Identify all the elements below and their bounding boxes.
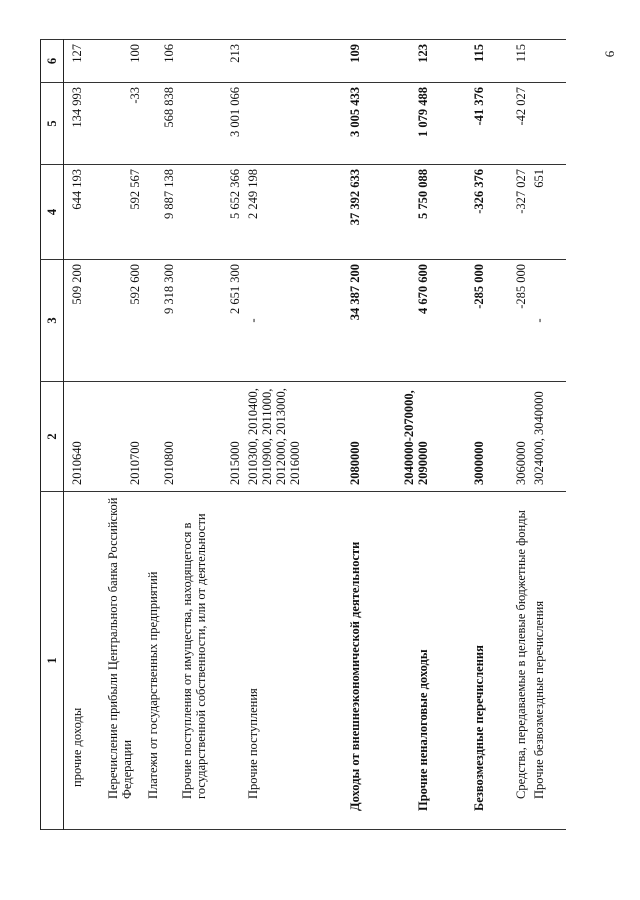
row-plan: - <box>532 260 566 382</box>
row-code: 2010800 <box>146 382 180 492</box>
budget-revenue-table <box>40 39 566 830</box>
column-header: 1 <box>41 492 64 830</box>
row-actual: -326 376 <box>434 165 490 260</box>
row-percent: 213 <box>180 40 246 83</box>
row-name: Безвозмездные перечисления <box>434 492 490 830</box>
column-header: 6 <box>41 40 64 83</box>
row-percent: 115 <box>490 40 532 83</box>
row-code: 2010640 <box>64 382 107 492</box>
column-header: 5 <box>41 83 64 165</box>
row-percent: 109 <box>324 40 366 83</box>
row-deviation: 3 001 066 <box>180 83 246 165</box>
row-code: 2010700 <box>106 382 146 492</box>
table-row <box>532 40 566 830</box>
budget-table-page <box>40 40 600 830</box>
row-code: 2080000 <box>324 382 366 492</box>
row-deviation: -33 <box>106 83 146 165</box>
row-plan: -285 000 <box>490 260 532 382</box>
row-deviation: 1 079 488 <box>366 83 434 165</box>
table-row <box>64 40 107 830</box>
row-name: Прочие поступления <box>246 492 324 830</box>
row-code: 3024000, 3040000 <box>532 382 566 492</box>
table-row <box>324 40 366 830</box>
table-row <box>434 40 490 830</box>
row-plan: - <box>246 260 324 382</box>
row-plan: 592 600 <box>106 260 146 382</box>
row-actual: 592 567 <box>106 165 146 260</box>
row-code: 2010300, 2010400, 2010900, 2011000, 2012000, 2013000, 2016000 <box>246 382 324 492</box>
row-actual: 5 652 366 <box>180 165 246 260</box>
row-plan: 34 387 200 <box>324 260 366 382</box>
row-plan: 4 670 600 <box>366 260 434 382</box>
row-deviation: -41 376 <box>434 83 490 165</box>
row-code: 3060000 <box>490 382 532 492</box>
row-deviation <box>532 83 566 165</box>
page-number: 6 <box>602 50 617 58</box>
table-row <box>106 40 146 830</box>
table-row <box>180 40 246 830</box>
row-name: Платежи от государственных предприятий <box>146 492 180 830</box>
row-percent: 123 <box>366 40 434 83</box>
row-deviation: 3 005 433 <box>324 83 366 165</box>
column-header: 4 <box>41 165 64 260</box>
row-deviation: 568 838 <box>146 83 180 165</box>
row-code: 2040000-2070000, 2090000 <box>366 382 434 492</box>
table-header-row <box>41 40 64 830</box>
row-actual: 651 <box>532 165 566 260</box>
row-percent: 127 <box>64 40 107 83</box>
table-row <box>146 40 180 830</box>
row-name: Доходы от внешнеэкономической деятельности <box>324 492 366 830</box>
row-percent: 100 <box>106 40 146 83</box>
table-row <box>490 40 532 830</box>
row-name: прочие доходы <box>64 492 107 830</box>
row-deviation: -42 027 <box>490 83 532 165</box>
row-deviation: 134 993 <box>64 83 107 165</box>
row-percent: 106 <box>146 40 180 83</box>
row-plan: 2 651 300 <box>180 260 246 382</box>
row-code: 3000000 <box>434 382 490 492</box>
row-actual: 644 193 <box>64 165 107 260</box>
row-percent: 115 <box>434 40 490 83</box>
row-actual: -327 027 <box>490 165 532 260</box>
row-deviation <box>246 83 324 165</box>
row-code: 2015000 <box>180 382 246 492</box>
table-row <box>366 40 434 830</box>
row-plan: 9 318 300 <box>146 260 180 382</box>
column-header: 2 <box>41 382 64 492</box>
row-plan: -285 000 <box>434 260 490 382</box>
row-actual: 9 887 138 <box>146 165 180 260</box>
row-actual: 5 750 088 <box>366 165 434 260</box>
row-actual: 37 392 633 <box>324 165 366 260</box>
row-name: Прочие поступления от имущества, находящегося в государственной собственности, или от деятельности <box>180 492 246 830</box>
row-percent <box>246 40 324 83</box>
row-name: Прочие безвозмездные перечисления <box>532 492 566 830</box>
row-percent <box>532 40 566 83</box>
row-name: Средства, передаваемые в целевые бюджетные фонды <box>490 492 532 830</box>
row-plan: 509 200 <box>64 260 107 382</box>
row-actual: 2 249 198 <box>246 165 324 260</box>
table-row <box>246 40 324 830</box>
row-name: Перечисление прибыли Центрального банка Российской Федерации <box>106 492 146 830</box>
row-name: Прочие неналоговые доходы <box>366 492 434 830</box>
column-header: 3 <box>41 260 64 382</box>
